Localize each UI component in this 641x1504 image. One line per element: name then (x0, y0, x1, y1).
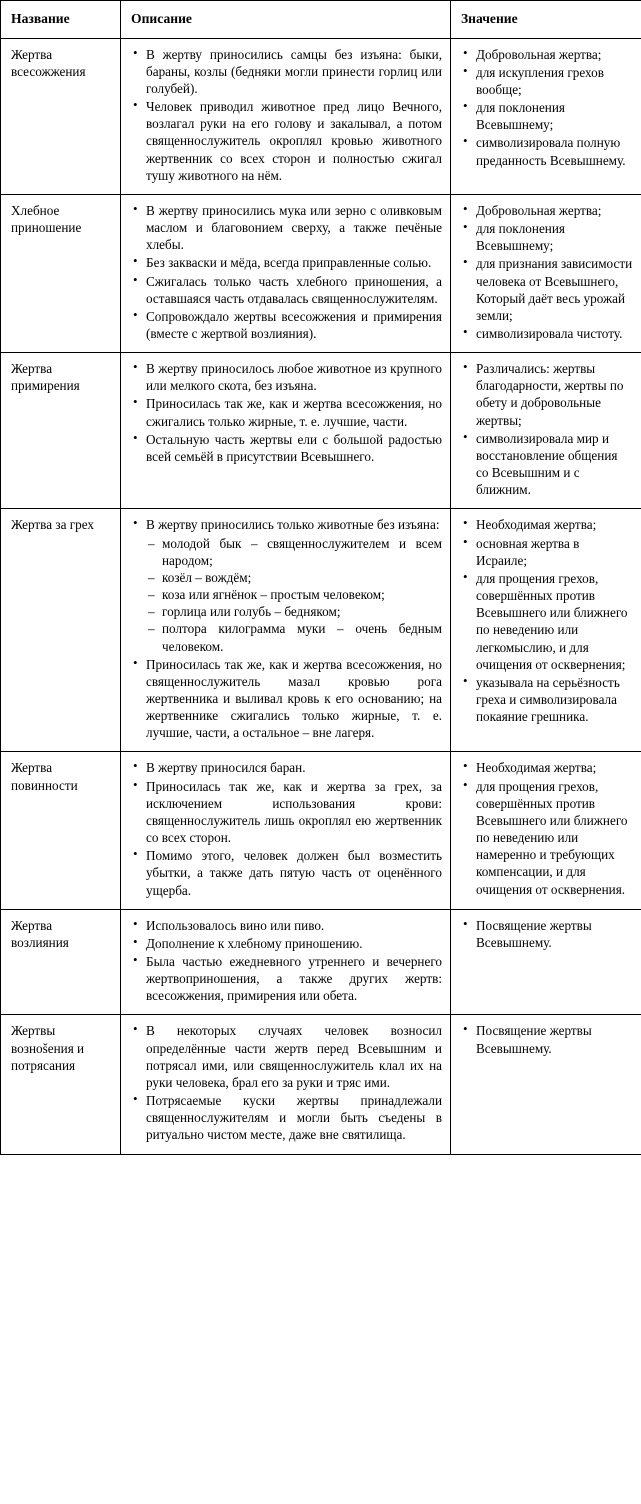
list-item: • Дополнение к хлебному приношению. (131, 935, 442, 952)
table-header (1, 1, 641, 39)
cell-description (121, 38, 451, 194)
list-item (131, 516, 442, 654)
list-item: • основная жертва в Исраиле; (461, 535, 633, 569)
list-item: • символизировала полную преданность Всевышнему. (461, 134, 633, 168)
list-item: • для признания зависимости человека от Всевышнего, Который даёт весь урожай земли; (461, 255, 633, 324)
description-list (131, 360, 442, 465)
list-item: • Без закваски и мёда, всегда приправленные солью. (131, 254, 442, 271)
meaning-list (461, 1022, 633, 1056)
list-item: • Необходимая жертва; (461, 759, 633, 776)
list-item: • для поклонения Всевышнему; (461, 220, 633, 254)
list-item: • Помимо этого, человек должен был возместить убытки, а также дать пятую часть от оценённого ущерба. (131, 847, 442, 898)
sub-list-item: – полтора килограмма муки – очень бедным человеком. (146, 620, 442, 654)
list-item: • Посвящение жертвы Всевышнему. (461, 917, 633, 951)
meaning-list (461, 917, 633, 951)
description-list (131, 759, 442, 898)
cell-meaning (451, 353, 641, 509)
list-item: • Была частью ежедневного утреннего и вечернего жертвоприношения, а также других жертв: всесожжения, примирения или обета. (131, 953, 442, 1004)
description-list (131, 1022, 442, 1143)
meaning-list (461, 360, 633, 498)
cell-description (121, 1015, 451, 1154)
table-row (1, 1015, 641, 1154)
list-item: • Приносилась так же, как и жертва всесожжения, но сжигались только жирные, т. е. лучшие, части. (131, 395, 442, 429)
cell-name: Жертва за грех (1, 509, 121, 752)
list-item: • В жертву приносилось любое животное из крупного или мелкого скота, без изъяна. (131, 360, 442, 394)
cell-description (121, 752, 451, 909)
description-list (131, 917, 442, 1005)
meaning-list (461, 759, 633, 897)
list-item: • символизировала мир и восстановление общения со Всевышним и с ближним. (461, 430, 633, 499)
column-header-name: Название (1, 1, 121, 39)
sub-list-item: – козёл – вождём; (146, 569, 442, 586)
cell-name: Жертвы вознošения и потрясания (1, 1015, 121, 1154)
table-row (1, 752, 641, 909)
list-item: • Потрясаемые куски жертвы принадлежали священнослужителям и могли быть съедены в ритуально чистом месте, даже вне святилища. (131, 1092, 442, 1143)
cell-meaning (451, 194, 641, 352)
sub-list-item: – коза или ягнёнок – простым человеком; (146, 586, 442, 603)
list-item: • Добровольная жертва; (461, 46, 633, 63)
list-item: • В некоторых случаях человек возносил определённые части жертв перед Всевышним и потрясал ими, или священнослужитель клал их на руки человека, брал его за руки и тряс ими. (131, 1022, 442, 1091)
list-item: • Сопровождало жертвы всесожжения и примирения (вместе с жертвой возлияния). (131, 308, 442, 342)
cell-meaning (451, 752, 641, 909)
cell-description (121, 194, 451, 352)
cell-name: Жертва всесожжения (1, 38, 121, 194)
cell-name: Жертва возлияния (1, 909, 121, 1015)
description-list (131, 202, 442, 342)
table-header-row (1, 1, 641, 39)
list-item: • Приносилась так же, как и жертва всесожжения, но священнослужитель мазал кровью рога жертвенника и выливал кровь к его основанию; на жертвеннике сжигались только жирные, т. е. лучшие, части, а остальное – вне лагеря. (131, 656, 442, 742)
column-header-description: Описание (121, 1, 451, 39)
cell-name: Жертва примирения (1, 353, 121, 509)
list-item: • Различались: жертвы благодарности, жертвы по обету и добровольные жертвы; (461, 360, 633, 429)
table-body (1, 38, 641, 1154)
cell-name: Хлебное приношение (1, 194, 121, 352)
cell-meaning (451, 1015, 641, 1154)
meaning-list (461, 516, 633, 725)
cell-description (121, 353, 451, 509)
description-list (131, 46, 442, 184)
sub-list-item: – горлица или голубь – бедняком; (146, 603, 442, 620)
cell-meaning (451, 909, 641, 1015)
table-row (1, 909, 641, 1015)
table-row (1, 38, 641, 194)
meaning-list (461, 202, 633, 342)
cell-description (121, 909, 451, 1015)
list-item: • Человек приводил животное пред лицо Вечного, возлагал руки на его голову и закалывал, а потом священнослужитель окроплял кровью животного жертвенник со всех сторон и полностью сжигал тушу животного на нём. (131, 98, 442, 184)
list-item: • Использовалось вино или пиво. (131, 917, 442, 934)
list-item: • Посвящение жертвы Всевышнему. (461, 1022, 633, 1056)
list-item: • В жертву приносились мука или зерно с оливковым маслом и благовонием сверху, а также печёные хлебы. (131, 202, 442, 253)
cell-description (121, 509, 451, 752)
list-item: • для прощения грехов, совершённых против Всевышнего или ближнего по неведению или намеренно и требующих компенсации, и для очищения от осквернения. (461, 778, 633, 898)
list-item: • для прощения грехов, совершённых против Всевышнего или ближнего по неведению или легкомыслию, и для очищения от осквернения; (461, 570, 633, 673)
table-row (1, 194, 641, 352)
sub-list (146, 535, 442, 655)
list-item: • Необходимая жертва; (461, 516, 633, 533)
list-item-text: В жертву приносились только животные без изъяна: (146, 517, 440, 533)
column-header-meaning: Значение (451, 1, 641, 39)
description-list (131, 516, 442, 741)
list-item: • Добровольная жертва; (461, 202, 633, 219)
list-item: • Приносилась так же, как и жертва за грех, за исключением использования крови: священнослужитель лишь окроплял ею жертвенник со всех сторон. (131, 778, 442, 847)
list-item: • указывала на серьёзность греха и символизировала покаяние грешника. (461, 674, 633, 725)
sub-list-item: – молодой бык – священнослужителем и всем народом; (146, 535, 442, 569)
table-row (1, 509, 641, 752)
list-item: • для поклонения Всевышнему; (461, 99, 633, 133)
table-row (1, 353, 641, 509)
list-item: • Остальную часть жертвы ели с большой радостью всей семьёй в присутствии Всевышнего. (131, 431, 442, 465)
list-item: • В жертву приносились самцы без изъяна: быки, бараны, козлы (бедняки могли принести горлиц или голубей). (131, 46, 442, 97)
cell-meaning (451, 509, 641, 752)
cell-name: Жертва повинности (1, 752, 121, 909)
meaning-list (461, 46, 633, 169)
list-item: • символизировала чистоту. (461, 325, 633, 342)
list-item: • В жертву приносился баран. (131, 759, 442, 776)
list-item: • Сжигалась только часть хлебного приношения, а оставшаяся часть отдавалась священнослужителям. (131, 273, 442, 307)
list-item: • для искупления грехов вообще; (461, 64, 633, 98)
cell-meaning (451, 38, 641, 194)
